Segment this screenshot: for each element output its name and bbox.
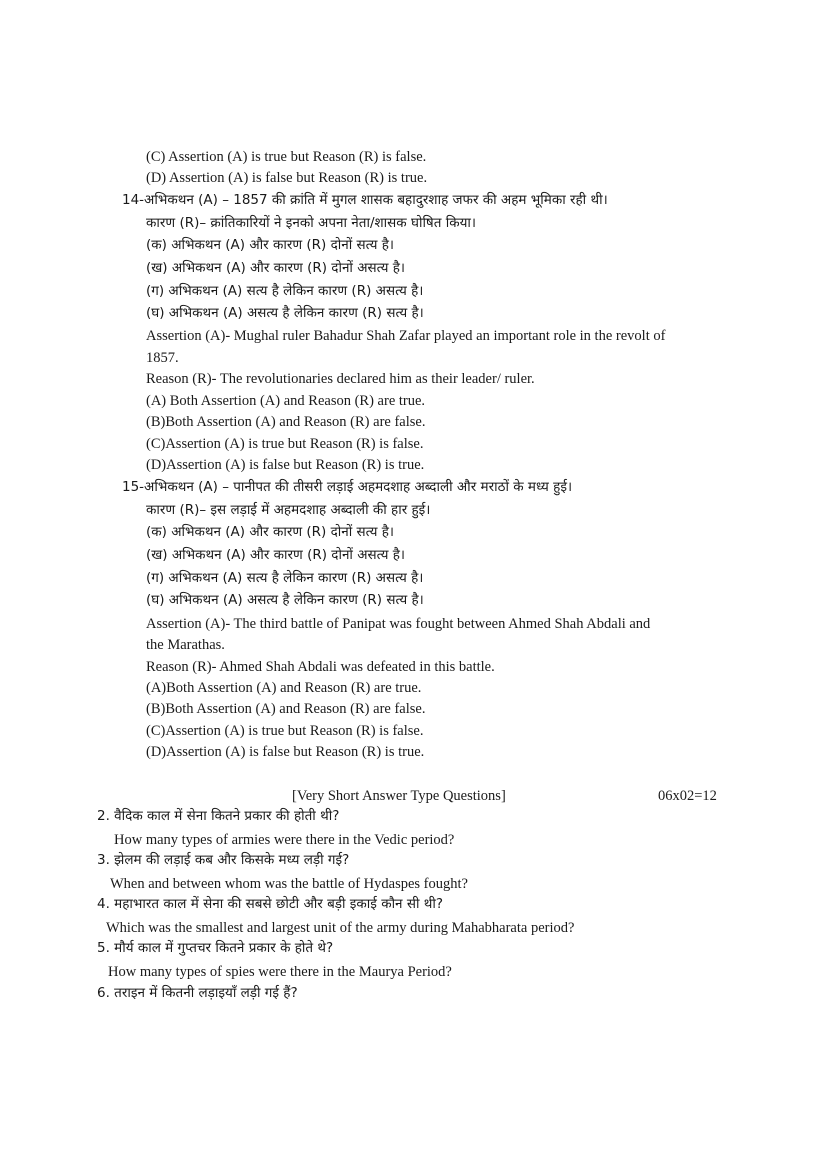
q14-reason-hindi: कारण (R)– क्रांतिकारियों ने इनको अपना नेता/शासक घोषित किया।	[146, 215, 477, 231]
vsa-question-4-english: Which was the smallest and largest unit of the army during Mahabharata period?	[106, 920, 575, 936]
q15-reason-english: Reason (R)- Ahmed Shah Abdali was defeated in this battle.	[146, 659, 495, 675]
q14-option-ga: (ग) अभिकथन (A) सत्य है लेकिन कारण (R) असत्य है।	[146, 283, 424, 299]
q15-option-ga: (ग) अभिकथन (A) सत्य है लेकिन कारण (R) असत्य है।	[146, 570, 424, 586]
q14-option-b: (B)Both Assertion (A) and Reason (R) are false.	[146, 414, 426, 430]
vsa-question-5-hindi: 5. मौर्य काल में गुप्तचर कितने प्रकार के होते थे?	[97, 940, 334, 956]
vsa-question-4-hindi: 4. महाभारत काल में सेना की सबसे छोटी और बड़ी इकाई कौन सी थी?	[97, 896, 444, 912]
q14-assertion-hindi: 14-अभिकथन (A) – 1857 की क्रांति में मुगल शासक बहादुरशाह जफर की अहम भूमिका रही थी।	[122, 192, 608, 208]
q14-option-a: (A) Both Assertion (A) and Reason (R) are true.	[146, 393, 426, 409]
q14-option-c: (C)Assertion (A) is true but Reason (R) is false.	[146, 436, 424, 452]
q15-option-kha: (ख) अभिकथन (A) और कारण (R) दोनों असत्य है।	[146, 547, 405, 563]
vsa-question-2-hindi: 2. वैदिक काल में सेना कितने प्रकार की होती थी?	[97, 808, 340, 824]
q14-option-kha: (ख) अभिकथन (A) और कारण (R) दोनों असत्य है।	[146, 260, 405, 276]
vsa-question-3-hindi: 3. झेलम की लड़ाई कब और किसके मध्य लड़ी गई?	[97, 852, 350, 868]
section-title: [Very Short Answer Type Questions]	[292, 788, 506, 804]
q14-option-gha: (घ) अभिकथन (A) असत्य है लेकिन कारण (R) सत्य है।	[146, 305, 424, 321]
vsa-question-3-english: When and between whom was the battle of Hydaspes fought?	[110, 876, 468, 892]
q15-option-gha: (घ) अभिकथन (A) असत्य है लेकिन कारण (R) सत्य है।	[146, 592, 424, 608]
q15-option-c: (C)Assertion (A) is true but Reason (R) is false.	[146, 723, 424, 739]
section-marks: 06x02=12	[658, 788, 717, 804]
q14-reason-english: Reason (R)- The revolutionaries declared him as their leader/ ruler.	[146, 371, 535, 387]
q14-option-d: (D)Assertion (A) is false but Reason (R) is true.	[146, 457, 425, 473]
q15-reason-hindi: कारण (R)– इस लड़ाई में अहमदशाह अब्दाली की हार हुई।	[146, 502, 431, 518]
q15-assertion-english: Assertion (A)- The third battle of Panipat was fought between Ahmed Shah Abdali and	[146, 616, 651, 632]
q15-option-d: (D)Assertion (A) is false but Reason (R) is true.	[146, 744, 425, 760]
q15-option-a: (A)Both Assertion (A) and Reason (R) are true.	[146, 680, 422, 696]
q14-assertion-english: Assertion (A)- Mughal ruler Bahadur Shah Zafar played an important role in the revolt of	[146, 328, 666, 344]
q15-assertion-english-cont: the Marathas.	[146, 637, 225, 653]
q14-assertion-english-cont: 1857.	[146, 350, 179, 366]
q13-option-c: (C) Assertion (A) is true but Reason (R) is false.	[146, 149, 427, 165]
vsa-question-6-hindi: 6. तराइन में कितनी लड़ाइयाँ लड़ी गई हैं?	[97, 985, 298, 1001]
vsa-question-2-english: How many types of armies were there in the Vedic period?	[114, 832, 455, 848]
q15-option-b: (B)Both Assertion (A) and Reason (R) are false.	[146, 701, 426, 717]
q14-option-ka: (क) अभिकथन (A) और कारण (R) दोनों सत्य है।	[146, 237, 394, 253]
q15-option-ka: (क) अभिकथन (A) और कारण (R) दोनों सत्य है।	[146, 524, 394, 540]
vsa-question-5-english: How many types of spies were there in the Maurya Period?	[108, 964, 452, 980]
q15-assertion-hindi: 15-अभिकथन (A) – पानीपत की तीसरी लड़ाई अहमदशाह अब्दाली और मराठों के मध्य हुई।	[122, 479, 573, 495]
q13-option-d: (D) Assertion (A) is false but Reason (R) is true.	[146, 170, 428, 186]
